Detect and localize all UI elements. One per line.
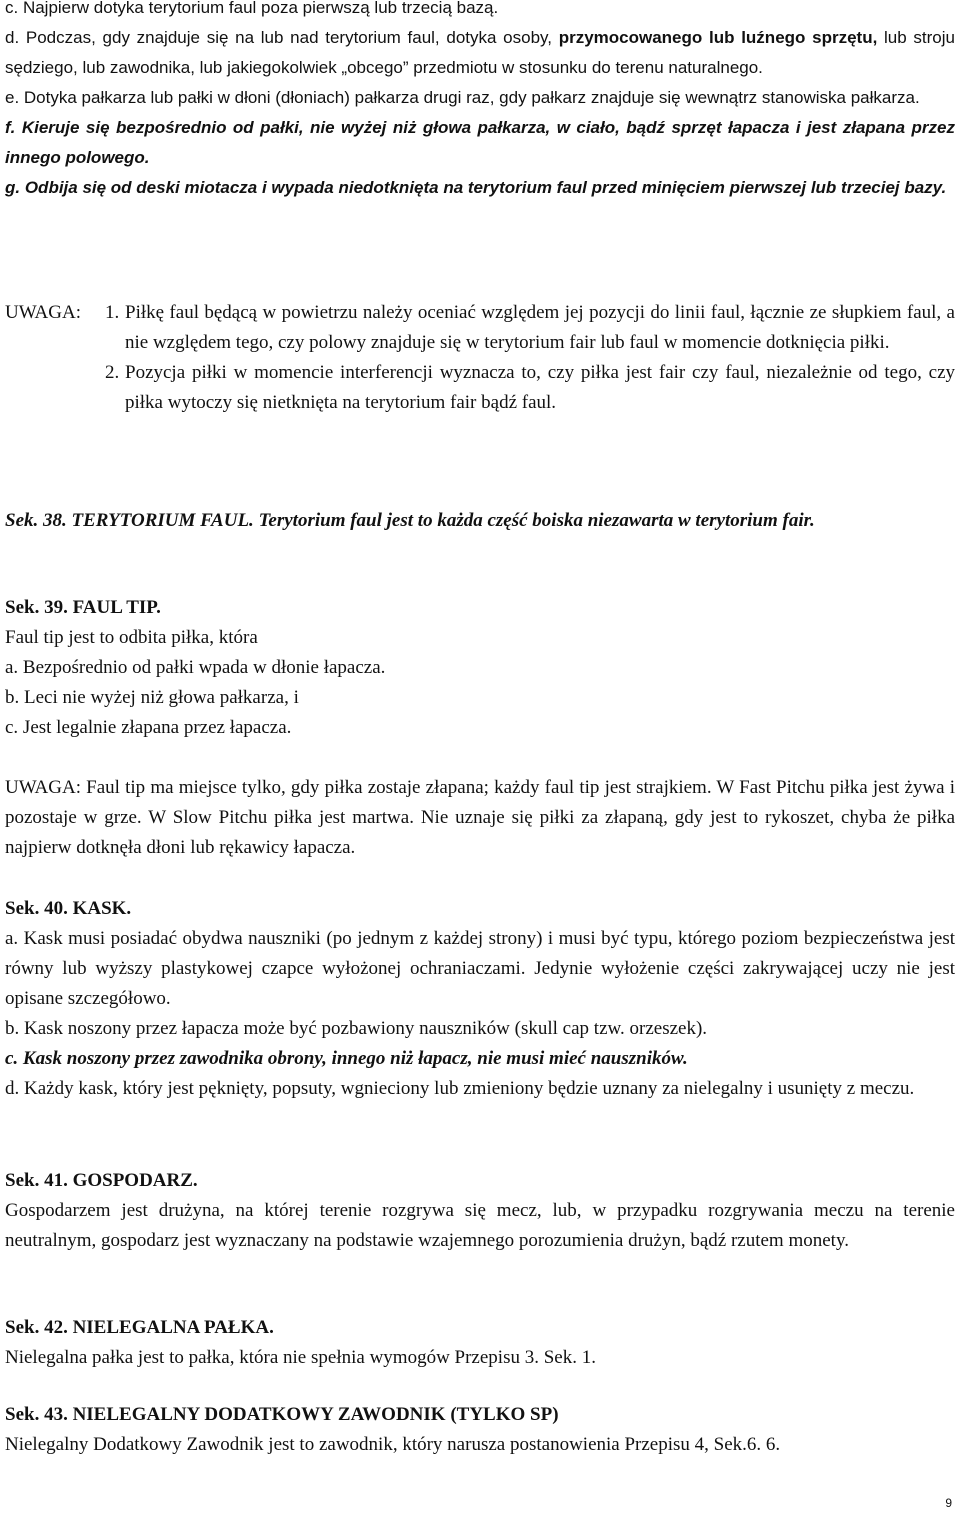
section-40-item-d: d. Każdy kask, który jest pęknięty, popsuty, wgnieciony lub zmieniony będzie uznany za nielegalny i usunięty z meczu. [5,1078,915,1099]
note-item-2 [105,358,955,418]
section-40-item-c: c. Kask noszony przez zawodnika obrony, innego niż łapacz, nie musi mieć nauszników. [5,1048,688,1069]
section-39-item-c: c. Jest legalnie złapana przez łapacza. [5,717,292,738]
section-39-heading: Sek. 39. FAUL TIP. [5,597,161,618]
clause-e: e. Dotyka pałkarza lub pałki w dłoni (dłoniach) pałkarza drugi raz, gdy pałkarz znajduje się wewnątrz stanowiska pałkarza. [5,88,920,107]
section-38-text: Terytorium faul jest to każda część boiska niezawarta w terytorium fair. [253,510,815,531]
section-40-heading: Sek. 40. KASK. [5,898,132,919]
section-43-text: Nielegalny Dodatkowy Zawodnik jest to zawodnik, który narusza postanowienia Przepisu 4, Sek.6. 6. [5,1434,781,1455]
note-item-number: 1. [105,302,120,323]
section-43-heading: Sek. 43. NIELEGALNY DODATKOWY ZAWODNIK (TYLKO SP) [5,1404,559,1425]
section-40 [5,894,955,1104]
clause-g: g. Odbija się od deski miotacza i wypada niedotknięta na terytorium faul przed minięciem pierwszej lub trzeciej bazy. [5,178,947,197]
section-38-heading: Sek. 38. TERYTORIUM FAUL. [5,510,254,531]
note-item-1 [105,298,955,358]
clause-d [5,23,955,83]
clause-d-bold: przymocowanego lub luźnego sprzętu, [558,28,878,47]
section-40-item-b: b. Kask noszony przez łapacza może być pozbawiony nauszników (skull cap tzw. orzeszek). [5,1018,708,1039]
note-block-1 [5,298,955,418]
section-40-item-a: a. Kask musi posiadać obydwa nauszniki (po jednym z każdej strony) i musi być typu, którego poziom bezpieczeństwa jest równy lub wyższy plastykowej czapce wyłożonej ochraniaczami. Jedynie wyłożenie części zakrywającej uczy nie jest opisane szczegółowo. [5,928,955,1009]
rule-clauses-c-to-g [5,0,955,203]
section-41 [5,1166,955,1256]
clause-f: f. Kieruje się bezpośrednio od pałki, nie wyżej niż głowa pałkarza, w ciało, bądź sprzęt łapacza i jest złapana przez innego polowego. [5,118,955,167]
clause-d-start: d. Podczas, gdy znajduje się na lub nad terytorium faul, dotyka osoby, [5,28,559,47]
note-items [105,298,955,418]
note-item-text: Piłkę faul będącą w powietrzu należy oceniać względem jej pozycji do linii faul, łącznie ze słupkiem faul, a nie względem tego, czy polowy znajduje się w terytorium fair lub faul w momencie dotknięcia piłki. [125,302,955,353]
page-number: 9 [945,1496,952,1510]
clause-d-end: lub stroju sędziego, lub zawodnika, lub jakiegokolwiek „obcego” przedmiotu w stosunku do terenu naturalnego. [5,28,955,77]
section-41-text: Gospodarzem jest drużyna, na której terenie rozgrywa się mecz, lub, w przypadku rozgrywania meczu na terenie neutralnym, gospodarz jest wyznaczany na podstawie wzajemnego porozumienia drużyn, bądź rzutem monety. [5,1200,955,1251]
section-42 [5,1313,955,1373]
section-38 [5,506,955,536]
section-42-text: Nielegalna pałka jest to pałka, która nie spełnia wymogów Przepisu 3. Sek. 1. [5,1347,596,1368]
section-39 [5,593,955,863]
section-39-item-b: b. Leci nie wyżej niż głowa pałkarza, i [5,687,299,708]
section-42-heading: Sek. 42. NIELEGALNA PAŁKA. [5,1317,274,1338]
section-39-intro: Faul tip jest to odbita piłka, która [5,627,258,648]
section-43 [5,1400,955,1460]
note-item-number: 2. [105,362,120,383]
section-41-heading: Sek. 41. GOSPODARZ. [5,1170,198,1191]
note-label: UWAGA: [5,302,81,323]
section-39-note: UWAGA: Faul tip ma miejsce tylko, gdy piłka zostaje złapana; każdy faul tip jest strajkiem. W Fast Pitchu piłka jest żywa i pozostaje w grze. W Slow Pitchu piłka jest martwa. Nie uznaje się piłki za złapaną, gdy jest to rykoszet, chyba że piłka najpierw dotknęła dłoni lub rękawicy łapacza. [5,777,955,858]
section-39-item-a: a. Bezpośrednio od pałki wpada w dłonie łapacza. [5,657,386,678]
note-item-text: Pozycja piłki w momencie interferencji wyznacza to, czy piłka jest fair czy faul, niezależnie od tego, czy piłka wytoczy się nietknięta na terytorium fair bądź faul. [125,362,955,413]
clause-c: c. Najpierw dotyka terytorium faul poza pierwszą lub trzecią bazą. [5,0,499,17]
